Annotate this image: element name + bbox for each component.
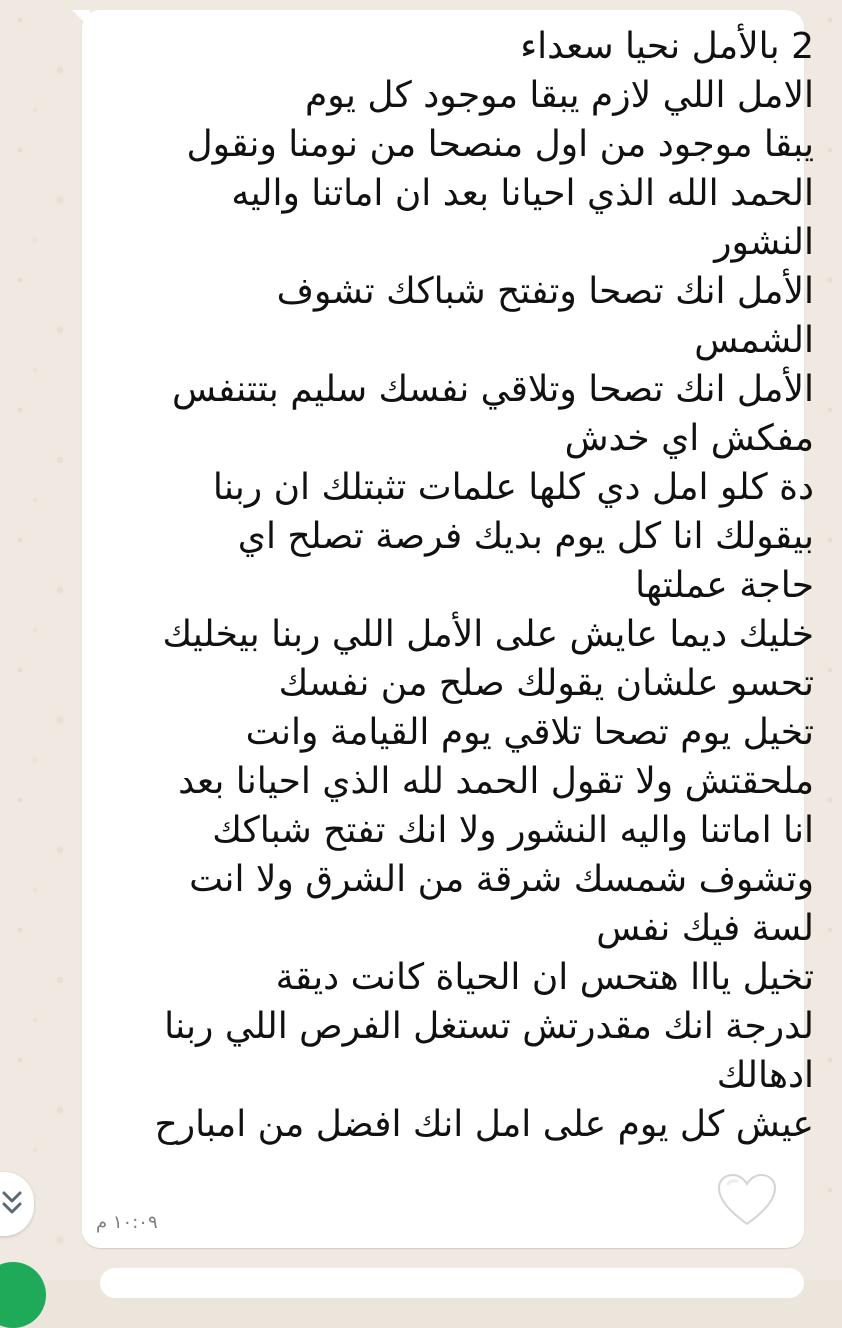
message-line: 2 بالأمل نحيا سعداء — [520, 26, 814, 67]
message-line: تخيل يااا هتحس ان الحياة كانت ديقة — [275, 957, 814, 998]
white-heart-icon — [716, 1172, 778, 1228]
message-line: ادهالك — [716, 1055, 814, 1096]
message-line: النشور — [714, 222, 814, 263]
message-line: انا اماتنا واليه النشور ولا انك تفتح شباكك — [212, 810, 814, 851]
message-line: عيش كل يوم على امل انك افضل من امبارح — [154, 1104, 814, 1145]
message-line: لسة فيك نفس — [596, 908, 814, 949]
message-line: الأمل انك تصحا وتلاقي نفسك سليم بتتنفس — [172, 369, 814, 410]
message-line: دة كلو امل دي كلها علمات تثبتلك ان ربنا — [212, 467, 814, 508]
message-timestamp: ١٠:٠٩ م — [96, 1212, 158, 1233]
message-line: ملحقتش ولا تقول الحمد لله الذي احيانا بعد — [178, 761, 814, 802]
message-line: الأمل انك تصحا وتفتح شباكك تشوف — [276, 271, 814, 312]
next-message-bubble[interactable] — [100, 1268, 804, 1298]
message-line: تخيل يوم تصحا تلاقي يوم القيامة وانت — [245, 712, 814, 753]
message-line: يبقا موجود من اول منصحا من نومنا ونقول — [186, 124, 814, 165]
message-line: لدرجة انك مقدرتش تستغل الفرص اللي ربنا — [164, 1006, 814, 1047]
message-line: وتشوف شمسك شرقة من الشرق ولا انت — [189, 859, 814, 900]
double-chevron-down-icon — [0, 1190, 24, 1218]
message-line: مفكش اي خدش — [564, 418, 814, 459]
message-line: الامل اللي لازم يبقا موجود كل يوم — [305, 75, 814, 116]
message-line: تحسو علشان يقولك صلح من نفسك — [278, 663, 814, 704]
message-text — [114, 22, 814, 1149]
message-line: الشمس — [694, 320, 814, 361]
message-line: الحمد الله الذي احيانا بعد ان اماتنا واليه — [231, 173, 814, 214]
message-line: خليك ديما عايش على الأمل اللي ربنا بيخليك — [162, 614, 814, 655]
message-line: بيقولك انا كل يوم بديك فرصة تصلح اي — [237, 516, 814, 557]
message-line: حاجة عملتها — [635, 565, 814, 606]
